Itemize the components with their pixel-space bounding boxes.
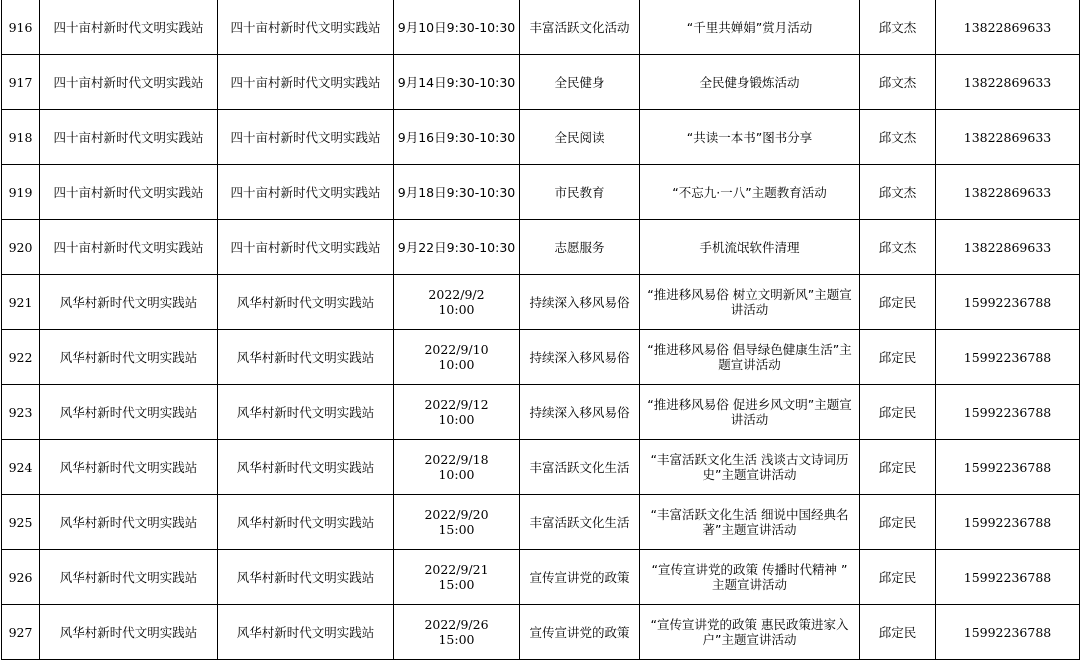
venue-cell: 风华村新时代文明实践站	[218, 275, 394, 330]
date-text: 2022/9/2	[428, 287, 485, 302]
table-row	[2, 550, 1080, 605]
venue-cell: 风华村新时代文明实践站	[218, 385, 394, 440]
station-cell: 风华村新时代文明实践站	[40, 550, 218, 605]
activity-text-line: 著”主题宣讲活动	[702, 522, 797, 537]
venue-cell: 风华村新时代文明实践站	[218, 440, 394, 495]
clock-text: 15:00	[438, 577, 475, 592]
phone-cell: 15992236788	[936, 385, 1080, 440]
time-cell: 9月18日9:30-10:30	[394, 165, 520, 220]
phone-cell: 13822869633	[936, 0, 1080, 55]
category-cell: 丰富活跃文化活动	[520, 0, 640, 55]
activity-text-line: “千里共婵娟”赏月活动	[686, 19, 813, 35]
clock-text: 15:00	[438, 632, 475, 647]
clock-text: 15:00	[438, 522, 475, 537]
activity-text-line: “丰富活跃文化生活 浅谈古文诗词历	[650, 452, 849, 467]
activity-cell	[640, 0, 860, 55]
contact-cell: 邱定民	[860, 605, 936, 660]
activity-text-line: “推进移风易俗 促进乡风文明”主题宣	[647, 397, 852, 412]
time-cell	[394, 605, 520, 660]
phone-cell: 13822869633	[936, 220, 1080, 275]
activity-text-line: “丰富活跃文化生活 细说中国经典名	[650, 507, 849, 522]
table-row	[2, 330, 1080, 385]
time-cell	[394, 330, 520, 385]
time-cell: 9月22日9:30-10:30	[394, 220, 520, 275]
contact-cell: 邱文杰	[860, 110, 936, 165]
activity-text-line: “宣传宣讲党的政策 传播时代精神 ”	[651, 562, 848, 577]
category-cell: 市民教育	[520, 165, 640, 220]
station-cell: 四十亩村新时代文明实践站	[40, 220, 218, 275]
contact-cell: 邱文杰	[860, 220, 936, 275]
table-row	[2, 605, 1080, 660]
phone-cell: 15992236788	[936, 275, 1080, 330]
station-cell: 四十亩村新时代文明实践站	[40, 0, 218, 55]
contact-cell: 邱文杰	[860, 0, 936, 55]
time-cell	[394, 495, 520, 550]
phone-cell: 15992236788	[936, 330, 1080, 385]
venue-cell: 四十亩村新时代文明实践站	[218, 165, 394, 220]
activity-cell	[640, 550, 860, 605]
category-cell: 宣传宣讲党的政策	[520, 550, 640, 605]
date-text: 2022/9/20	[424, 507, 489, 522]
phone-cell: 13822869633	[936, 55, 1080, 110]
table-row	[2, 165, 1080, 220]
activity-text-line: “推进移风易俗 倡导绿色健康生活”主	[647, 342, 852, 357]
row-number-cell: 924	[2, 440, 40, 495]
phone-cell: 13822869633	[936, 110, 1080, 165]
clock-text: 10:00	[438, 467, 475, 482]
activity-text-line: 讲活动	[730, 302, 769, 317]
category-cell: 持续深入移风易俗	[520, 330, 640, 385]
row-number-cell: 919	[2, 165, 40, 220]
activity-text-line: 户”主题宣讲活动	[702, 632, 797, 647]
venue-cell: 风华村新时代文明实践站	[218, 605, 394, 660]
activity-text-line: 讲活动	[730, 412, 769, 427]
row-number-cell: 918	[2, 110, 40, 165]
date-text: 2022/9/21	[424, 562, 489, 577]
row-number-cell: 920	[2, 220, 40, 275]
category-cell: 丰富活跃文化生活	[520, 495, 640, 550]
time-cell	[394, 385, 520, 440]
station-cell: 四十亩村新时代文明实践站	[40, 165, 218, 220]
activity-cell	[640, 220, 860, 275]
activity-text-line: “推进移风易俗 树立文明新风”主题宣	[647, 287, 852, 302]
category-cell: 持续深入移风易俗	[520, 385, 640, 440]
phone-cell: 15992236788	[936, 550, 1080, 605]
date-text: 2022/9/12	[424, 397, 489, 412]
venue-cell: 风华村新时代文明实践站	[218, 550, 394, 605]
activity-cell	[640, 275, 860, 330]
phone-cell: 15992236788	[936, 440, 1080, 495]
date-text: 2022/9/26	[424, 617, 489, 632]
time-cell	[394, 275, 520, 330]
activity-text-line: 手机流氓软件清理	[699, 239, 800, 255]
station-cell: 风华村新时代文明实践站	[40, 605, 218, 660]
date-text: 2022/9/18	[424, 452, 489, 467]
category-cell: 宣传宣讲党的政策	[520, 605, 640, 660]
activity-cell	[640, 330, 860, 385]
row-number-cell: 921	[2, 275, 40, 330]
time-cell: 9月10日9:30-10:30	[394, 0, 520, 55]
activity-cell	[640, 165, 860, 220]
activity-text-line: “不忘九·一八”主题教育活动	[672, 184, 827, 200]
activity-cell	[640, 605, 860, 660]
table-row	[2, 275, 1080, 330]
table-row	[2, 385, 1080, 440]
date-text: 2022/9/10	[424, 342, 489, 357]
time-cell: 9月16日9:30-10:30	[394, 110, 520, 165]
clock-text: 10:00	[438, 412, 475, 427]
activity-text-line: 题宣讲活动	[718, 357, 781, 372]
activity-cell	[640, 110, 860, 165]
contact-cell: 邱定民	[860, 550, 936, 605]
venue-cell: 风华村新时代文明实践站	[218, 330, 394, 385]
phone-cell: 13822869633	[936, 165, 1080, 220]
row-number-cell: 916	[2, 0, 40, 55]
contact-cell: 邱定民	[860, 495, 936, 550]
contact-cell: 邱定民	[860, 275, 936, 330]
station-cell: 四十亩村新时代文明实践站	[40, 55, 218, 110]
activity-text-line: “宣传宣讲党的政策 惠民政策进家入	[650, 617, 849, 632]
station-cell: 四十亩村新时代文明实践站	[40, 110, 218, 165]
row-number-cell: 927	[2, 605, 40, 660]
row-number-cell: 917	[2, 55, 40, 110]
activity-cell	[640, 55, 860, 110]
table-row	[2, 220, 1080, 275]
table-row	[2, 55, 1080, 110]
category-cell: 持续深入移风易俗	[520, 275, 640, 330]
time-cell: 9月14日9:30-10:30	[394, 55, 520, 110]
table-row	[2, 0, 1080, 55]
activity-cell	[640, 440, 860, 495]
activity-text-line: 史”主题宣讲活动	[702, 467, 797, 482]
clock-text: 10:00	[438, 302, 475, 317]
activity-cell	[640, 495, 860, 550]
contact-cell: 邱文杰	[860, 55, 936, 110]
venue-cell: 四十亩村新时代文明实践站	[218, 0, 394, 55]
venue-cell: 四十亩村新时代文明实践站	[218, 55, 394, 110]
row-number-cell: 922	[2, 330, 40, 385]
activity-text-line: “共读一本书”图书分享	[686, 129, 813, 145]
venue-cell: 风华村新时代文明实践站	[218, 495, 394, 550]
venue-cell: 四十亩村新时代文明实践站	[218, 220, 394, 275]
table-row	[2, 110, 1080, 165]
table-row	[2, 440, 1080, 495]
activity-text-line: 主题宣讲活动	[711, 577, 787, 592]
activity-text-line: 全民健身锻炼活动	[699, 74, 800, 90]
table-body	[2, 0, 1080, 660]
contact-cell: 邱文杰	[860, 165, 936, 220]
table-row	[2, 495, 1080, 550]
station-cell: 风华村新时代文明实践站	[40, 495, 218, 550]
category-cell: 丰富活跃文化生活	[520, 440, 640, 495]
row-number-cell: 923	[2, 385, 40, 440]
station-cell: 风华村新时代文明实践站	[40, 330, 218, 385]
station-cell: 风华村新时代文明实践站	[40, 275, 218, 330]
contact-cell: 邱定民	[860, 440, 936, 495]
contact-cell: 邱定民	[860, 330, 936, 385]
activity-schedule-table	[1, 0, 1080, 660]
station-cell: 风华村新时代文明实践站	[40, 385, 218, 440]
time-cell	[394, 440, 520, 495]
station-cell: 风华村新时代文明实践站	[40, 440, 218, 495]
activity-cell	[640, 385, 860, 440]
category-cell: 全民健身	[520, 55, 640, 110]
phone-cell: 15992236788	[936, 495, 1080, 550]
row-number-cell: 925	[2, 495, 40, 550]
venue-cell: 四十亩村新时代文明实践站	[218, 110, 394, 165]
time-cell	[394, 550, 520, 605]
row-number-cell: 926	[2, 550, 40, 605]
category-cell: 志愿服务	[520, 220, 640, 275]
clock-text: 10:00	[438, 357, 475, 372]
contact-cell: 邱定民	[860, 385, 936, 440]
category-cell: 全民阅读	[520, 110, 640, 165]
phone-cell: 15992236788	[936, 605, 1080, 660]
